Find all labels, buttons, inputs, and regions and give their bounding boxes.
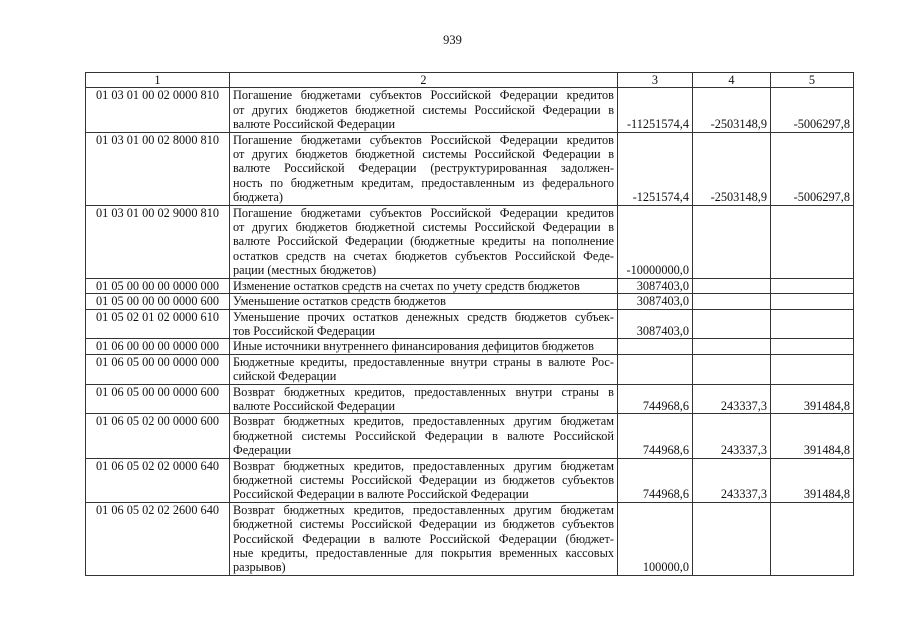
amount-col5-cell	[771, 294, 854, 309]
description-line: Погашение бюджетами субъектов Российской Федерации кредитов	[233, 205, 614, 220]
amount-col4-cell: 243337,3	[693, 414, 771, 458]
column-header: 3	[618, 73, 693, 88]
description-line: рации (местных бюджетов)	[233, 263, 377, 278]
amount-col3-cell: 744968,6	[618, 384, 693, 414]
amount-col4-cell: 243337,3	[693, 458, 771, 502]
amount-col3-cell: -11251574,4	[618, 88, 693, 132]
page-number: 939	[443, 33, 462, 47]
amount-col3-cell: 3087403,0	[618, 309, 693, 339]
budget-sources-table	[85, 72, 854, 576]
description-cell	[230, 205, 618, 278]
description-line: бюджетной системы Российской Федерации из бюджетов субъектов	[233, 517, 614, 532]
amount-col3-cell: 3087403,0	[618, 294, 693, 309]
budget-code-cell: 01 03 01 00 02 0000 810	[86, 88, 230, 132]
amount-col3-cell	[618, 339, 693, 354]
description-cell	[230, 88, 618, 132]
description-line: Возврат бюджетных кредитов, предоставленных другим бюджетам	[233, 502, 614, 517]
description-line: Возврат бюджетных кредитов, предоставленных другим бюджетам	[233, 458, 614, 473]
table-row	[86, 354, 854, 384]
column-header: 2	[230, 73, 618, 88]
description-line: валюте Российской Федерации	[233, 117, 396, 132]
description-cell	[230, 132, 618, 205]
description-line: Изменение остатков средств на счетах по учету средств бюджетов	[233, 278, 580, 293]
description-line: Возврат бюджетных кредитов, предоставленных внутри страны в	[233, 384, 614, 399]
budget-code-cell: 01 05 00 00 00 0000 600	[86, 294, 230, 309]
amount-col3-cell: -1251574,4	[618, 132, 693, 205]
description-line: Погашение бюджетами субъектов Российской Федерации кредитов	[233, 88, 614, 103]
amount-col5-cell	[771, 309, 854, 339]
budget-code-cell: 01 06 05 02 00 0000 600	[86, 414, 230, 458]
amount-col3-cell: 744968,6	[618, 458, 693, 502]
amount-col4-cell	[693, 205, 771, 278]
description-cell	[230, 458, 618, 502]
table-row	[86, 414, 854, 458]
description-line: ные кредиты, предоставленные для покрытия временных кассовых	[233, 546, 614, 560]
description-line: от других бюджетов бюджетной системы Российской Федерации в	[233, 102, 614, 117]
budget-code-cell: 01 06 05 00 00 0000 000	[86, 354, 230, 384]
amount-col4-cell: 243337,3	[693, 384, 771, 414]
description-cell	[230, 278, 618, 293]
table-row	[86, 458, 854, 502]
amount-col5-cell: 391484,8	[771, 458, 854, 502]
budget-code-cell: 01 03 01 00 02 8000 810	[86, 132, 230, 205]
description-line: бюджета)	[233, 190, 283, 205]
amount-col3-cell: 3087403,0	[618, 278, 693, 293]
description-line: от других бюджетов бюджетной системы Российской Федерации в	[233, 220, 614, 235]
amount-col4-cell	[693, 354, 771, 384]
description-line: от других бюджетов бюджетной системы Российской Федерации в	[233, 147, 614, 162]
amount-col4-cell	[693, 309, 771, 339]
description-cell	[230, 339, 618, 354]
description-line: тов Российской Федерации	[233, 323, 375, 338]
budget-code-cell: 01 06 05 02 02 2600 640	[86, 502, 230, 575]
amount-col3-cell	[618, 354, 693, 384]
amount-col5-cell: -5006297,8	[771, 132, 854, 205]
description-cell	[230, 354, 618, 384]
description-line: Федерации	[233, 443, 292, 458]
budget-code-cell: 01 03 01 00 02 9000 810	[86, 205, 230, 278]
budget-code-cell: 01 06 05 00 00 0000 600	[86, 384, 230, 414]
description-line: ность по бюджетным кредитам, предоставленным из федерального	[233, 175, 614, 190]
description-line: остатков средств на счетах бюджетов субъектов Российской Феде-	[233, 248, 614, 263]
budget-code-cell: 01 06 05 02 02 0000 640	[86, 458, 230, 502]
budget-code-cell: 01 06 00 00 00 0000 000	[86, 339, 230, 354]
description-line: Уменьшение прочих остатков денежных средств бюджетов субъек-	[233, 309, 614, 324]
amount-col3-cell: 100000,0	[618, 502, 693, 575]
description-line: валюте Российской Федерации (бюджетные кредиты на пополнение	[233, 234, 614, 249]
table-row	[86, 309, 854, 339]
description-cell	[230, 294, 618, 309]
amount-col5-cell: 391484,8	[771, 414, 854, 458]
description-line: валюте Российской Федерации (реструктурированная задолжен-	[233, 161, 614, 176]
table-row	[86, 132, 854, 205]
description-line: Погашение бюджетами субъектов Российской Федерации кредитов	[233, 132, 614, 147]
description-line: бюджетной системы Российской Федерации в валюте Российской	[233, 428, 614, 443]
amount-col5-cell	[771, 278, 854, 293]
amount-col5-cell: 391484,8	[771, 384, 854, 414]
amount-col5-cell: -5006297,8	[771, 88, 854, 132]
column-header: 4	[693, 73, 771, 88]
table-header-row	[86, 73, 854, 88]
table-row	[86, 502, 854, 575]
description-line: Российской Федерации в валюте Российской Федерации	[233, 487, 529, 502]
description-cell	[230, 309, 618, 339]
amount-col4-cell	[693, 339, 771, 354]
table-row	[86, 384, 854, 414]
table-row	[86, 294, 854, 309]
column-header: 1	[86, 73, 230, 88]
description-line: Российской Федерации в валюте Российской Федерации (бюджет-	[233, 531, 614, 546]
budget-code-cell: 01 05 02 01 02 0000 610	[86, 309, 230, 339]
table-row	[86, 278, 854, 293]
budget-code-cell: 01 05 00 00 00 0000 000	[86, 278, 230, 293]
description-cell	[230, 502, 618, 575]
amount-col4-cell: -2503148,9	[693, 88, 771, 132]
amount-col5-cell	[771, 502, 854, 575]
description-line: Иные источники внутреннего финансирования дефицитов бюджетов	[233, 339, 594, 354]
description-cell	[230, 414, 618, 458]
amount-col5-cell	[771, 339, 854, 354]
amount-col4-cell	[693, 278, 771, 293]
description-line: сийской Федерации	[233, 369, 337, 384]
description-line: разрывов)	[233, 560, 286, 575]
description-line: Уменьшение остатков средств бюджетов	[233, 294, 446, 309]
amount-col4-cell: -2503148,9	[693, 132, 771, 205]
table-row	[86, 205, 854, 278]
amount-col4-cell	[693, 294, 771, 309]
description-cell	[230, 384, 618, 414]
amount-col5-cell	[771, 205, 854, 278]
table-row	[86, 339, 854, 354]
description-line: бюджетной системы Российской Федерации из бюджетов субъектов	[233, 472, 614, 487]
description-line: валюте Российской Федерации	[233, 398, 396, 413]
amount-col5-cell	[771, 354, 854, 384]
column-header: 5	[771, 73, 854, 88]
table-row	[86, 88, 854, 132]
description-line: Возврат бюджетных кредитов, предоставленных другим бюджетам	[233, 414, 614, 429]
amount-col4-cell	[693, 502, 771, 575]
description-line: Бюджетные кредиты, предоставленные внутри страны в валюте Рос-	[233, 354, 614, 369]
amount-col3-cell: -10000000,0	[618, 205, 693, 278]
amount-col3-cell: 744968,6	[618, 414, 693, 458]
